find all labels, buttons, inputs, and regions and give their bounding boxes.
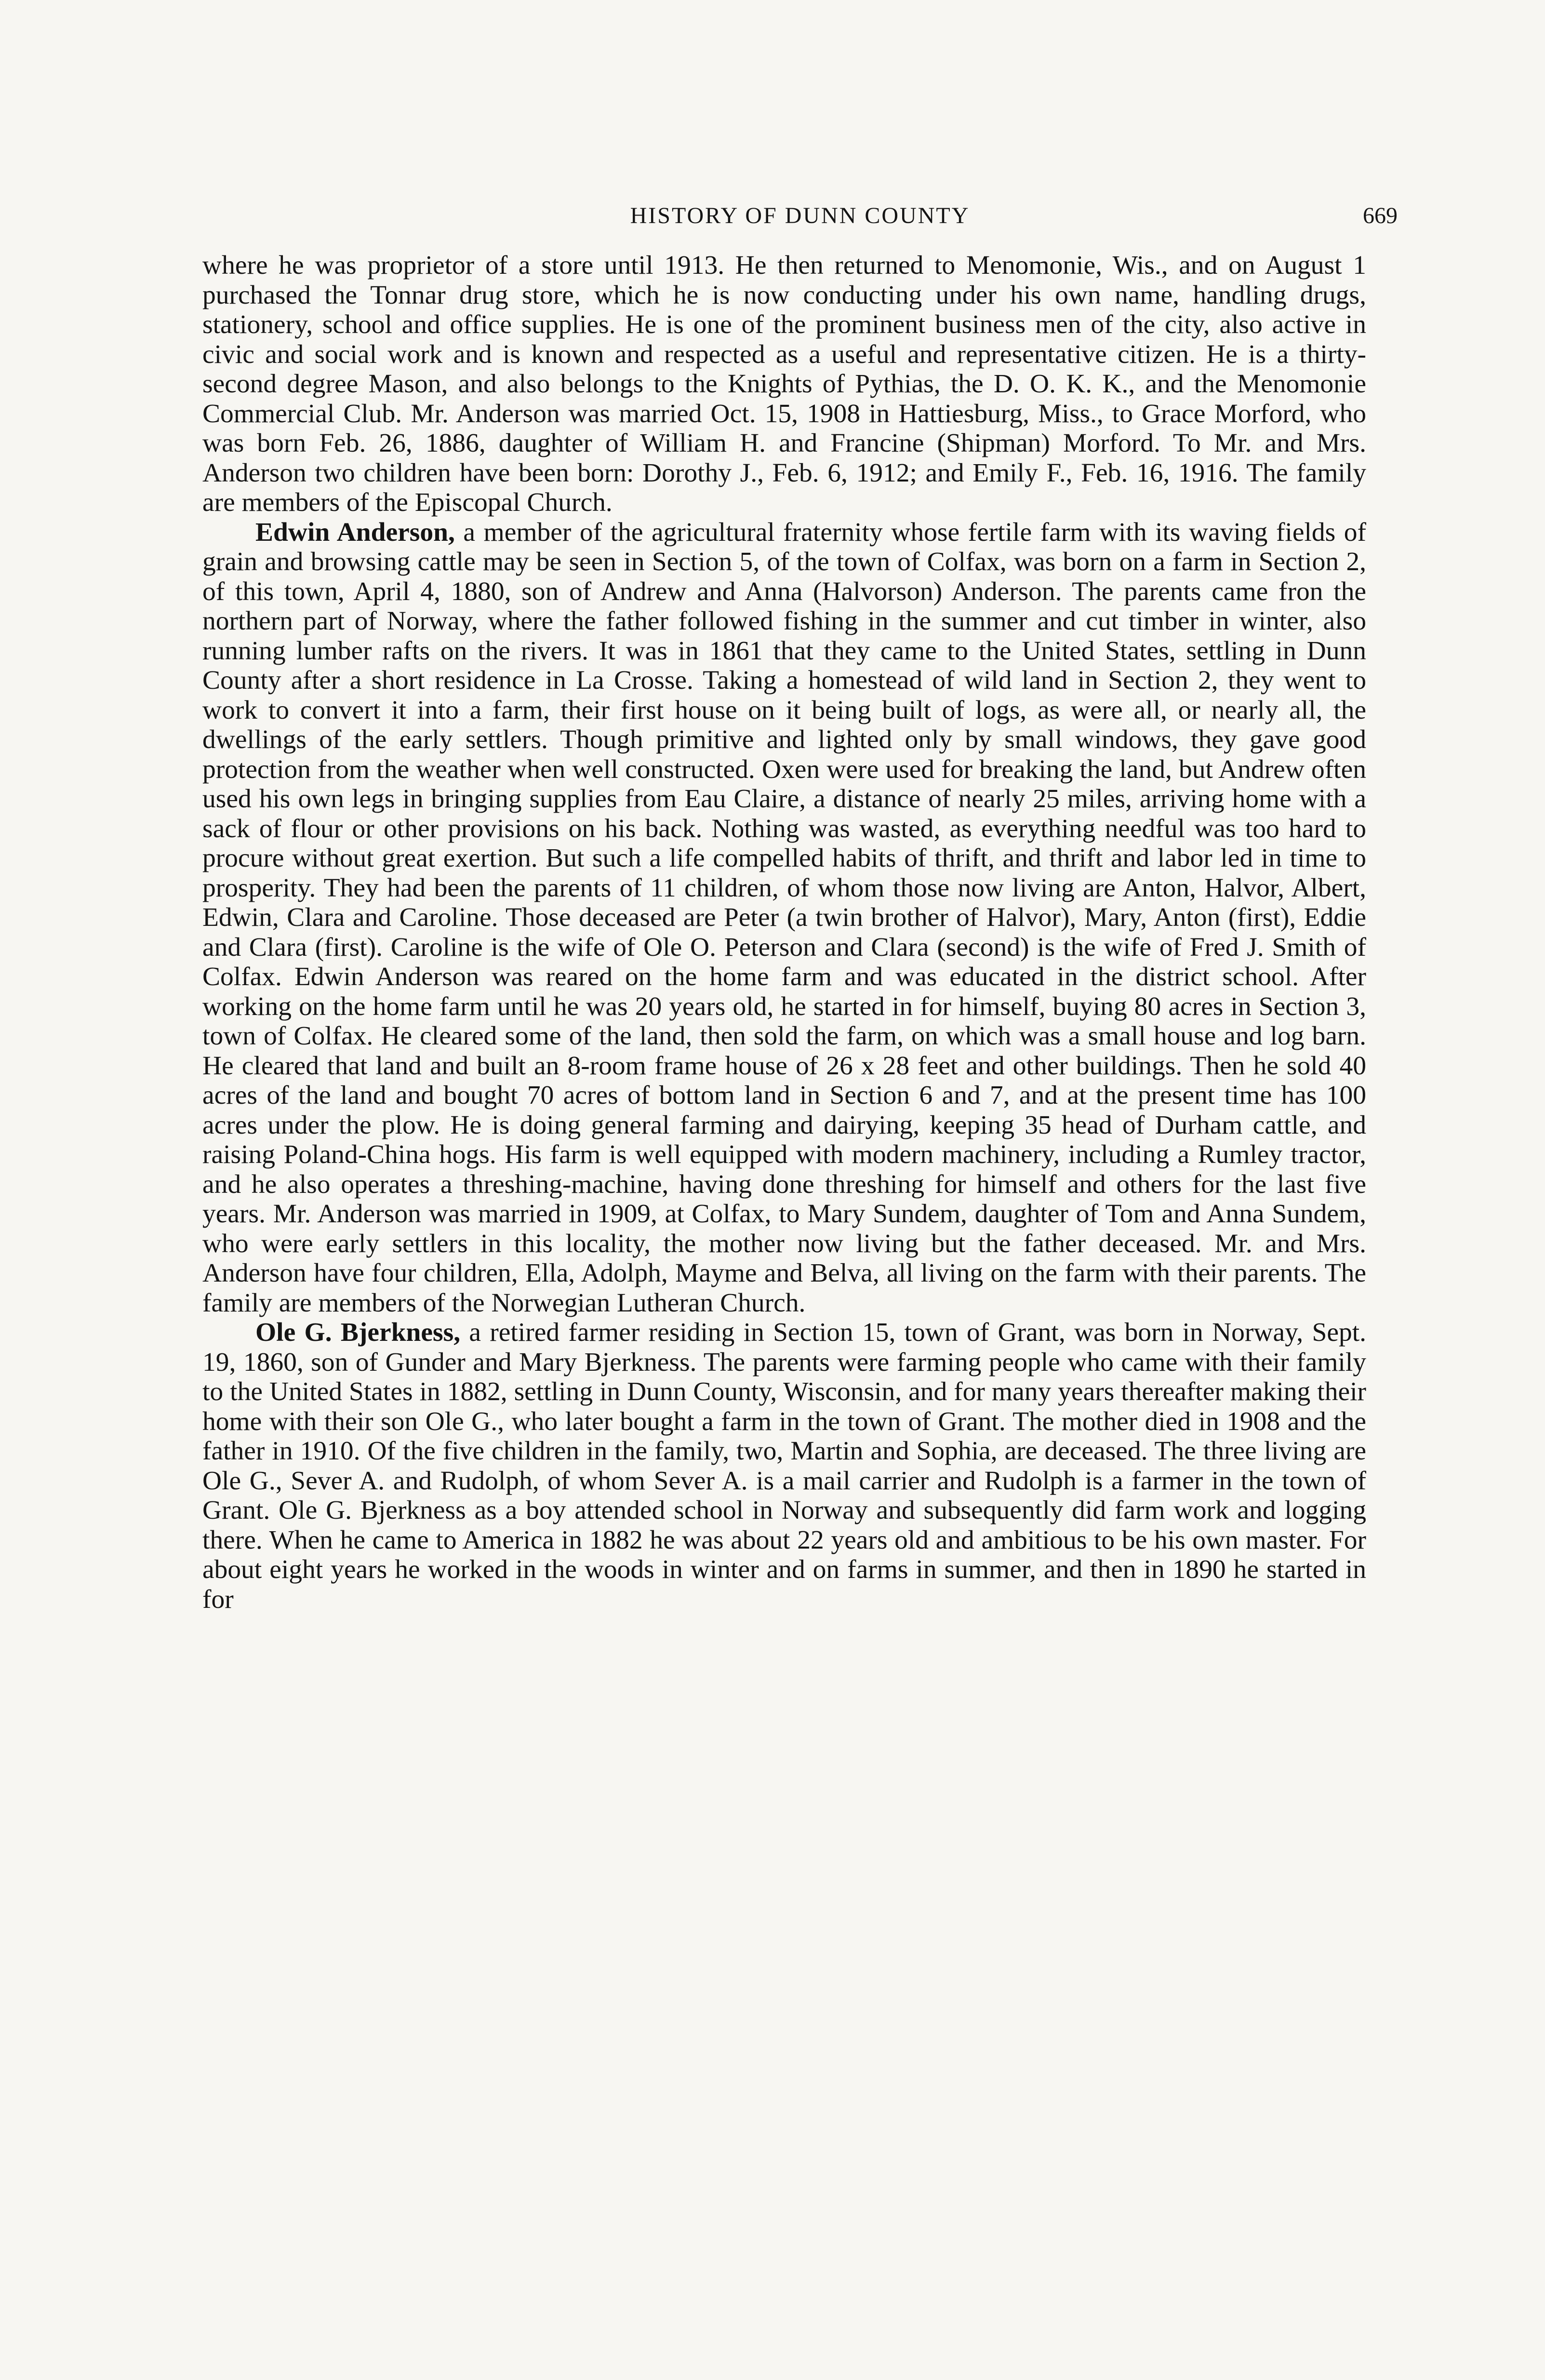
paragraph-text: where he was proprietor of a store until 1913. He then returned to Menomonie, Wis., and on August 1 purchased the Tonnar drug store, which he is now conducting under his own name, handling drugs, stationery, school and office supplies. He is one of the prominent business men of the city, also active in civic and social work and is known and respected as a useful and representative citizen. He is a thirty-second degree Mason, and also belongs to the Knights of Pythias, the D. O. K. K., and the Menomonie Commercial Club. Mr. Anderson was married Oct. 15, 1908 in Hattiesburg, Miss., to Grace Morford, who was born Feb. 26, 1886, daughter of William H. and Francine (Shipman) Morford. To Mr. and Mrs. Anderson two children have been born: Dorothy J., Feb. 6, 1912; and Emily F., Feb. 16, 1916. The family are members of the Episcopal Church. [202,251,1366,517]
paragraph-continuation [202,251,1366,518]
body-text [202,251,1366,1614]
page-number: 669 [1363,203,1398,228]
paragraph-ole-bjerkness [202,1318,1366,1614]
header-title: HISTORY OF DUNN COUNTY [630,203,970,228]
paragraph-text: a retired farmer residing in Section 15, town of Grant, was born in Norway, Sept. 19, 1860, son of Gunder and Mary Bjerkness. The parents were farming people who came with their family to the United States in 1882, settling in Dunn County, Wisconsin, and for many years thereafter making their home with their son Ole G., who later bought a farm in the town of Grant. The mother died in 1908 and the father in 1910. Of the five children in the family, two, Martin and Sophia, are deceased. The three living are Ole G., Sever A. and Rudolph, of whom Sever A. is a mail carrier and Rudolph is a farmer in the town of Grant. Ole G. Bjerkness as a boy attended school in Norway and subsequently did farm work and logging there. When he came to America in 1882 he was about 22 years old and ambitious to be his own master. For about eight years he worked in the woods in winter and on farms in summer, and then in 1890 he started in for [202,1318,1366,1614]
subject-name: Ole G. Bjerkness, [255,1318,461,1347]
paragraph-edwin-anderson [202,518,1366,1318]
running-head [202,202,1398,236]
subject-name: Edwin Anderson, [255,517,455,547]
paragraph-text: a member of the agricultural fraternity whose fertile farm with its waving fields of grain and browsing cattle may be seen in Section 5, of the town of Colfax, was born on a farm in Section 2, of this town, April 4, 1880, son of Andrew and Anna (Halvorson) Anderson. The parents came fron the northern part of Norway, where the father followed fishing in the summer and cut timber in winter, also running lumber rafts on the rivers. It was in 1861 that they came to the United States, settling in Dunn County after a short residence in La Crosse. Taking a homestead of wild land in Section 2, they went to work to convert it into a farm, their first house on it being built of logs, as were all, or nearly all, the dwellings of the early settlers. Though primitive and lighted only by small windows, they gave good protection from the weather when well constructed. Oxen were used for breaking the land, but Andrew often used his own legs in bringing supplies from Eau Claire, a distance of nearly 25 miles, arriving home with a sack of flour or other provisions on his back. Nothing was wasted, as everything needful was too hard to procure without great exertion. But such a life compelled habits of thrift, and thrift and labor led in time to prosperity. They had been the parents of 11 children, of whom those now living are Anton, Halvor, Albert, Edwin, Clara and Caroline. Those deceased are Peter (a twin brother of Halvor), Mary, Anton (first), Eddie and Clara (first). Caroline is the wife of Ole O. Peterson and Clara (second) is the wife of Fred J. Smith of Colfax. Edwin Anderson was reared on the home farm and was educated in the district school. After working on the home farm until he was 20 years old, he started in for himself, buying 80 acres in Section 3, town of Colfax. He cleared some of the land, then sold the farm, on which was a small house and log barn. He cleared that land and built an 8-room frame house of 26 x 28 feet and other buildings. Then he sold 40 acres of the land and bought 70 acres of bottom land in Section 6 and 7, and at the present time has 100 acres under the plow. He is doing general farming and dairying, keeping 35 head of Durham cattle, and raising Poland-China hogs. His farm is well equipped with modern machinery, including a Rumley tractor, and he also operates a threshing-machine, having done threshing for himself and others for the last five years. Mr. Anderson was married in 1909, at Colfax, to Mary Sundem, daughter of Tom and Anna Sundem, who were early settlers in this locality, the mother now living but the father deceased. Mr. and Mrs. Anderson have four children, Ella, Adolph, Mayme and Belva, all living on the farm with their parents. The family are members of the Norwegian Lutheran Church. [202,517,1367,1318]
